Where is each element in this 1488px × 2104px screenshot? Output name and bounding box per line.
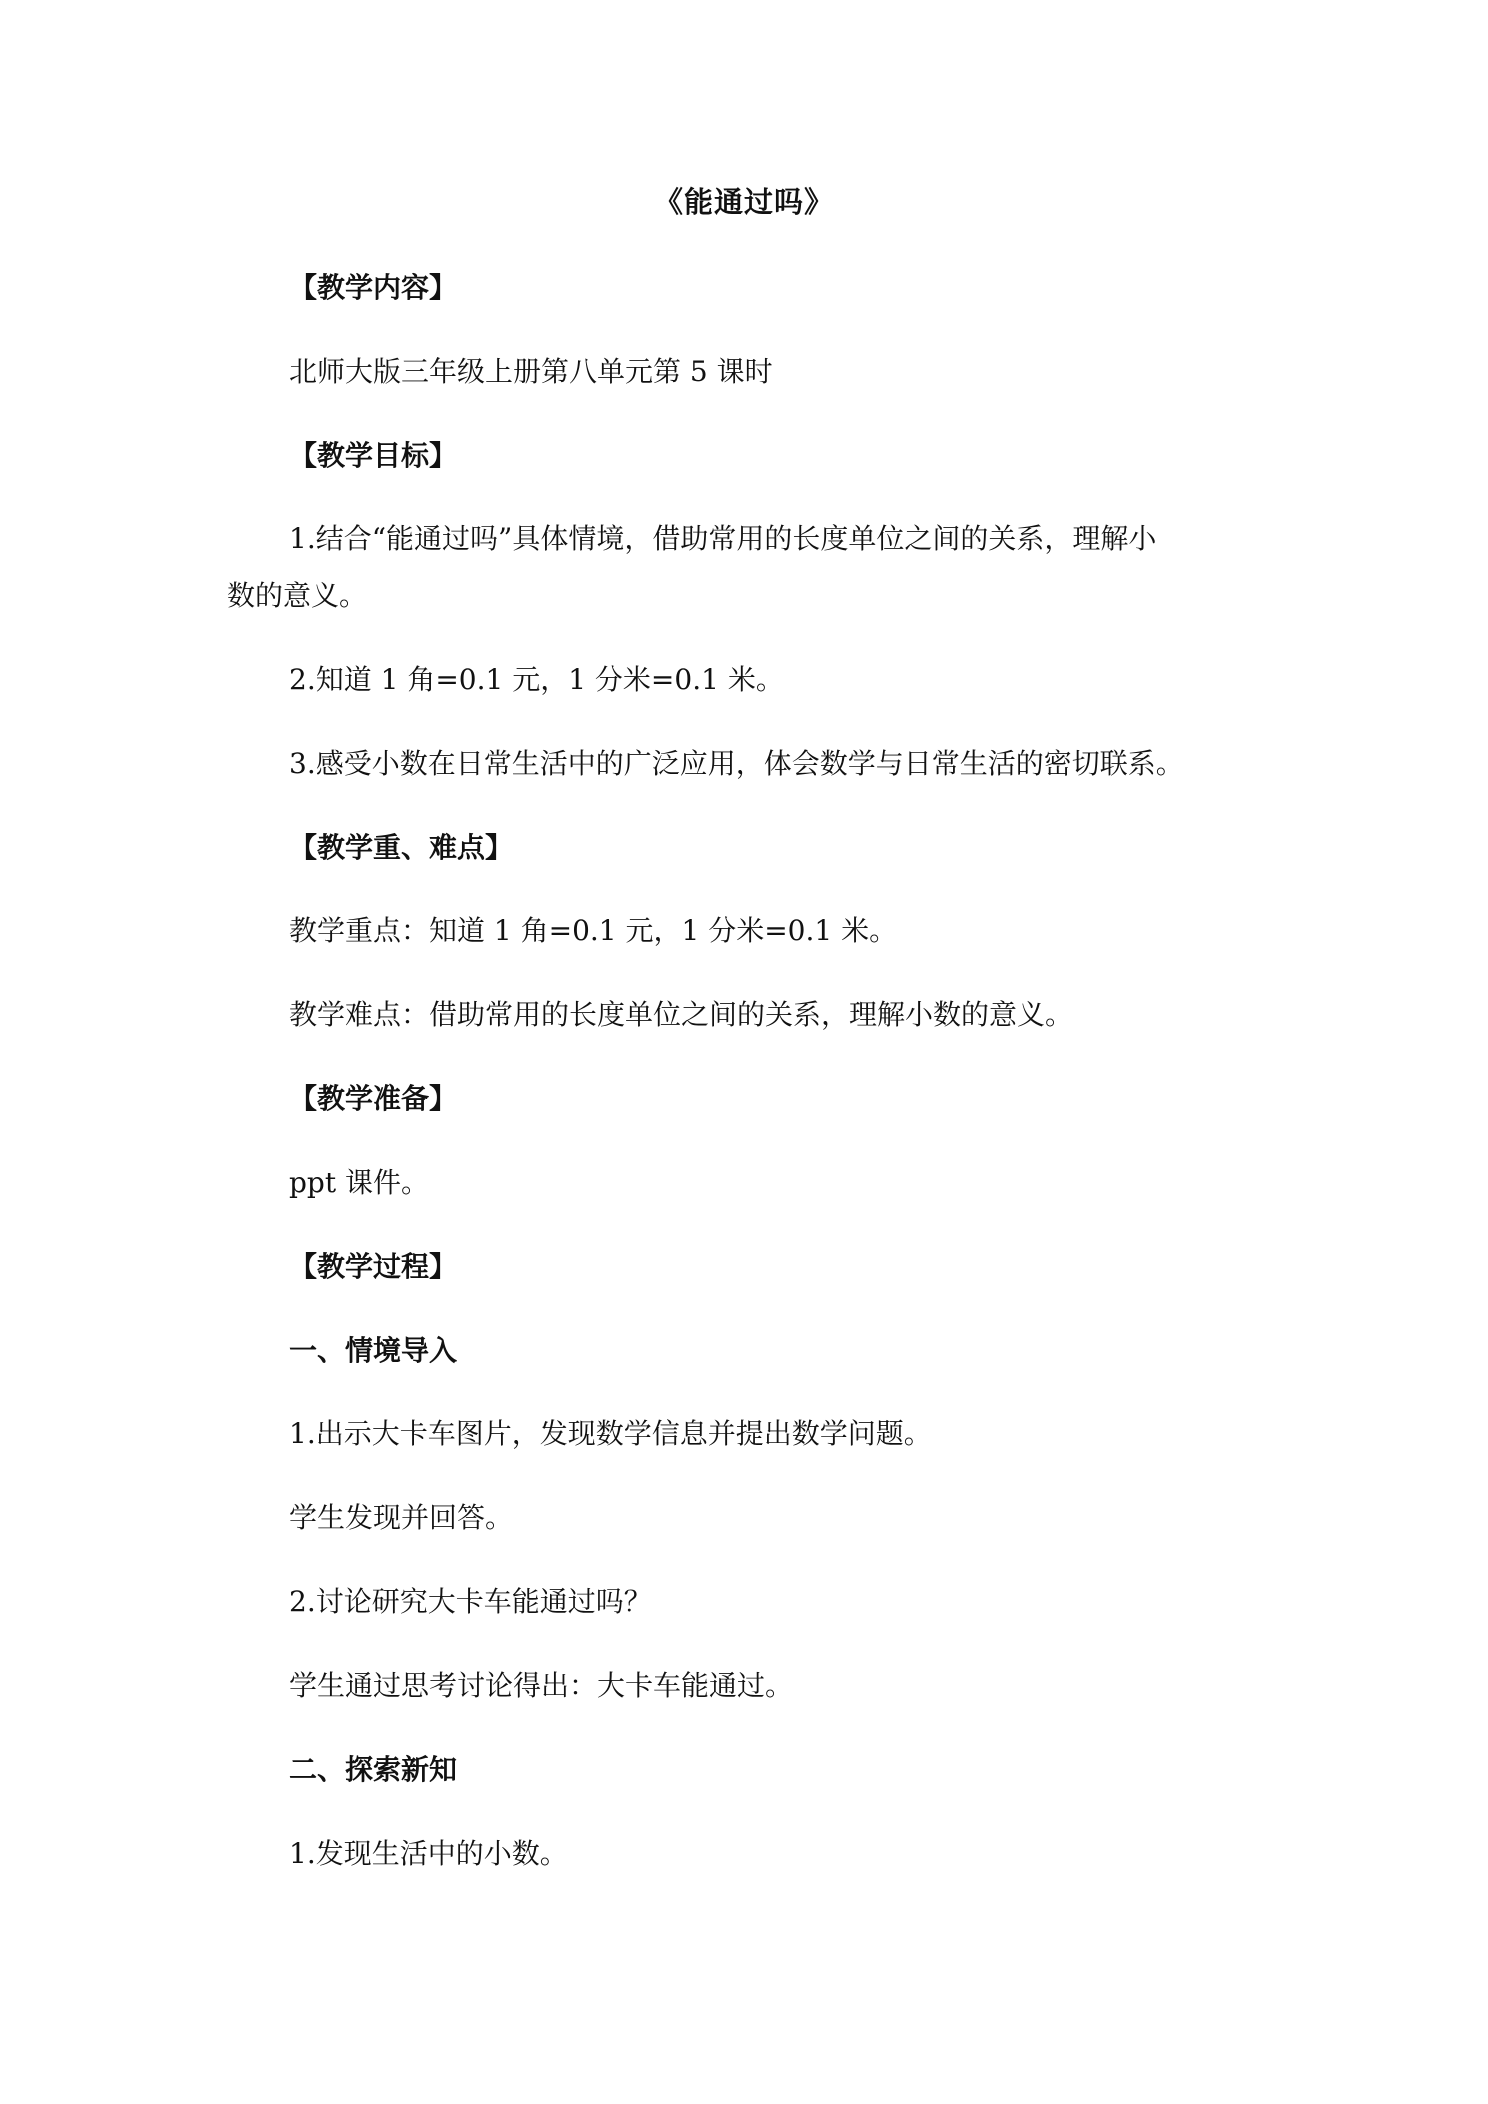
section-2-item-1: 1.发现生活中的小数。	[289, 1837, 568, 1870]
key-points-heading: 【教学重、难点】	[289, 831, 514, 864]
goal-3: 3.感受小数在日常生活中的广泛应用，体会数学与日常生活的密切联系。	[289, 747, 1184, 780]
key-point: 教学重点：知道 1 角=0.1 元，1 分米=0.1 米。	[289, 914, 898, 947]
goal-1-line-2: 数的意义。	[227, 579, 368, 612]
document-title: 《能通过吗》	[653, 185, 834, 219]
content-text: 北师大版三年级上册第八单元第 5 课时	[289, 355, 773, 388]
section-1-item-2-answer: 学生通过思考讨论得出：大卡车能通过。	[289, 1669, 794, 1702]
section-2-heading: 二、探索新知	[289, 1753, 458, 1786]
goals-heading: 【教学目标】	[289, 439, 458, 472]
section-1-item-2: 2.讨论研究大卡车能通过吗？	[289, 1585, 652, 1618]
content-heading: 【教学内容】	[289, 271, 458, 304]
section-1-item-1-answer: 学生发现并回答。	[289, 1501, 514, 1534]
difficult-point: 教学难点：借助常用的长度单位之间的关系，理解小数的意义。	[289, 998, 1074, 1031]
goal-2: 2.知道 1 角=0.1 元，1 分米=0.1 米。	[289, 663, 784, 696]
process-heading: 【教学过程】	[289, 1250, 458, 1283]
prep-heading: 【教学准备】	[289, 1082, 458, 1115]
goal-1-line-1: 1.结合“能通过吗”具体情境，借助常用的长度单位之间的关系，理解小	[289, 522, 1157, 555]
prep-text: ppt 课件。	[289, 1166, 430, 1199]
section-1-heading: 一、情境导入	[289, 1334, 458, 1367]
section-1-item-1: 1.出示大卡车图片，发现数学信息并提出数学问题。	[289, 1417, 932, 1450]
